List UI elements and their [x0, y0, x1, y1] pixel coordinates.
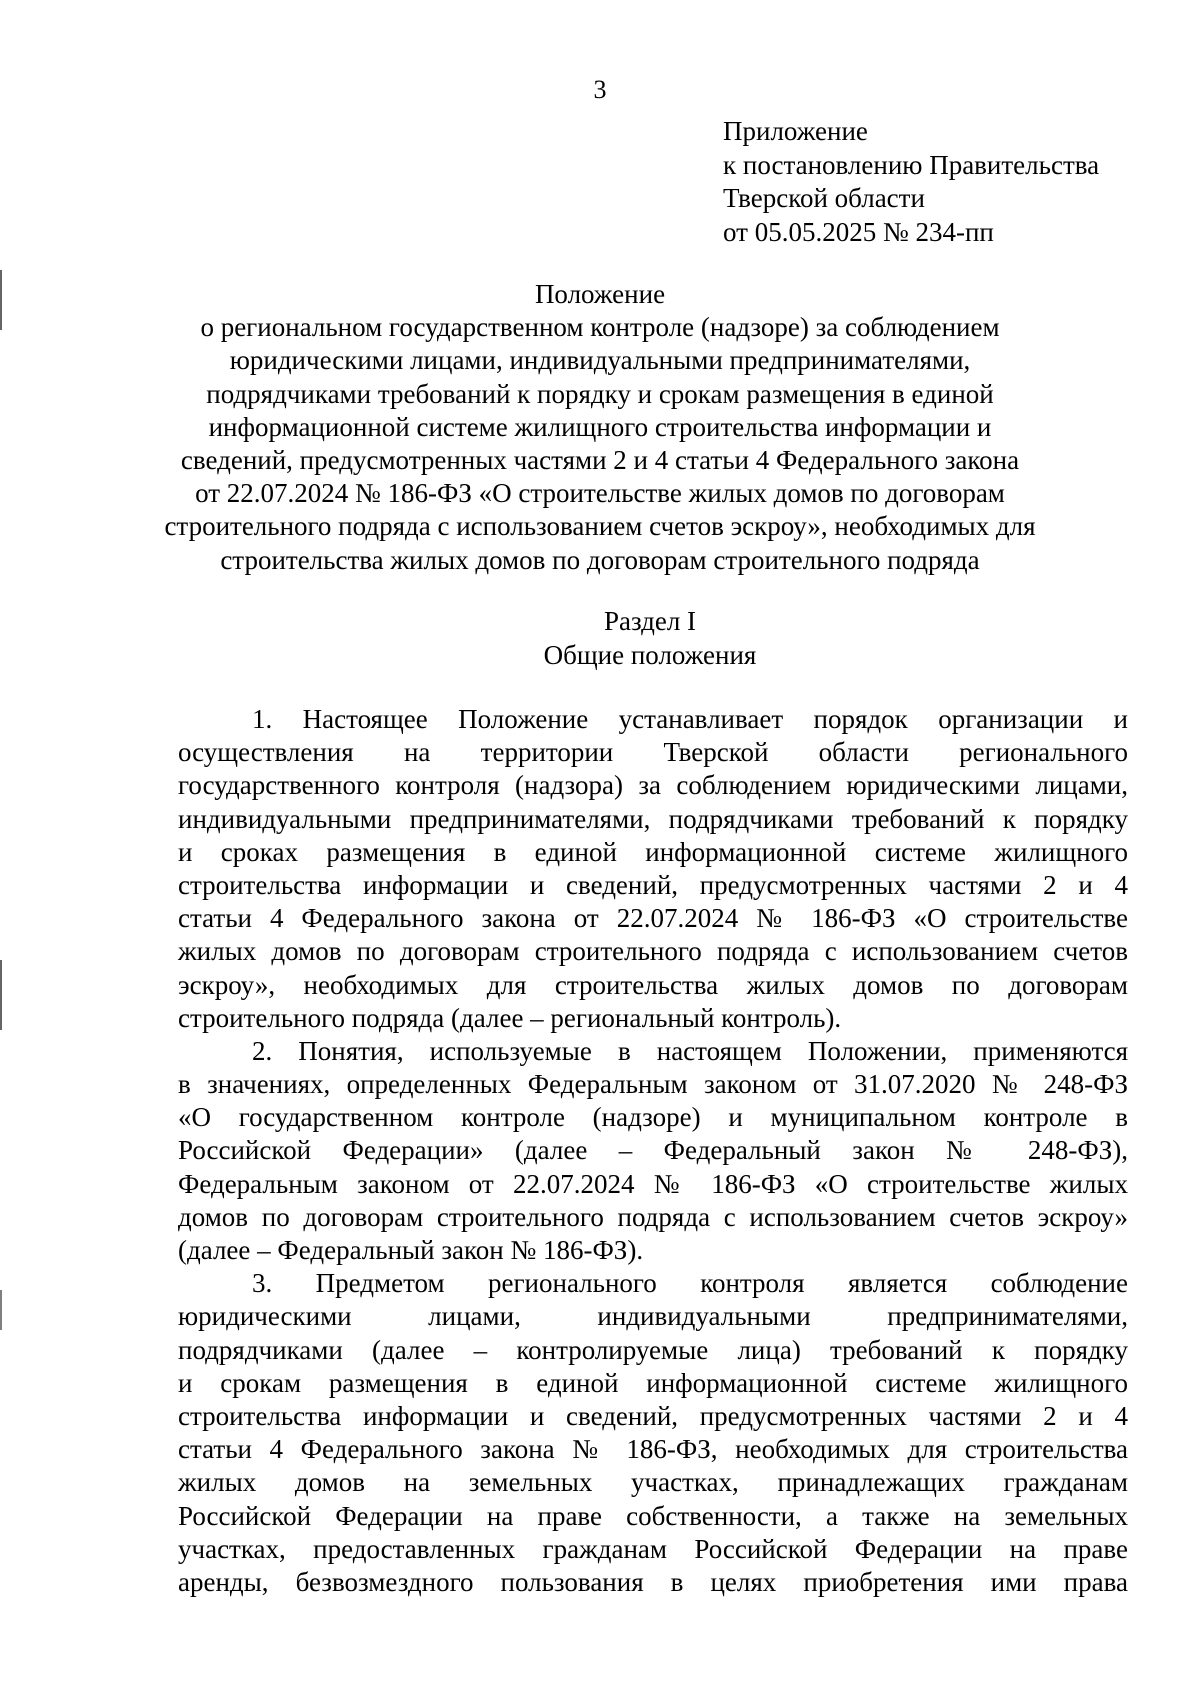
appendix-line: Тверской области [723, 183, 925, 213]
scan-edge-mark [0, 960, 2, 1030]
paragraph-line: жилых домов по договорам строительного подряда с использованием счетов [178, 936, 1128, 967]
section-number: Раздел I [603, 606, 697, 636]
paragraph-line: аренды, безвозмездного пользования в целях приобретения ими права [178, 1566, 1128, 1597]
paragraph-line: юридическими лицами, индивидуальными предпринимателями, [178, 1301, 1128, 1332]
paragraph-3 [178, 1267, 1128, 1599]
title-line: информационной системе жилищного строительства информации и [208, 411, 992, 442]
title-line: строительного подряда с использованием счетов эскроу», необходимых для [164, 511, 1036, 542]
paragraph-line: статьи 4 Федерального закона № 186-ФЗ, необходимых для строительства [178, 1434, 1128, 1465]
paragraph-line: жилых домов на земельных участках, принадлежащих гражданам [178, 1467, 1128, 1498]
page-number: 3 [593, 75, 607, 104]
section-name: Общие положения [543, 639, 757, 670]
paragraph-line: Российской Федерации» (далее – Федеральный закон № 248-ФЗ), [178, 1135, 1128, 1166]
paragraph-line: участках, предоставленных гражданам Российской Федерации на праве [178, 1533, 1128, 1564]
paragraph-line: и срокам размещения в единой информационной системе жилищного [178, 1367, 1128, 1398]
scan-edge-mark [0, 1290, 2, 1330]
paragraph-line: домов по договорам строительного подряда с использованием счетов эскроу» [178, 1201, 1128, 1232]
scan-edge-mark [0, 270, 2, 330]
paragraph-line: государственного контроля (надзора) за соблюдением юридическими лицами, [178, 770, 1128, 801]
title-line: подрядчиками требований к порядку и срокам размещения в единой [206, 378, 994, 409]
paragraph-line: эскроу», необходимых для строительства жилых домов по договорам [178, 969, 1128, 1000]
appendix-line: к постановлению Правительства [723, 149, 1100, 180]
title-line: от 22.07.2024 № 186-ФЗ «О строительстве жилых домов по договорам [195, 478, 1005, 509]
document-title [130, 278, 1070, 577]
paragraph-line: статьи 4 Федерального закона от 22.07.2024 № 186-ФЗ «О строительстве [178, 903, 1128, 934]
paragraph-line: 1. Настоящее Положение устанавливает порядок организации и [252, 704, 1128, 734]
title-line: строительства жилых домов по договорам строительного подряда [220, 544, 980, 575]
paragraph-line: Российской Федерации на праве собственности, а также на земельных [178, 1500, 1128, 1531]
paragraph-line: (далее – Федеральный закон № 186-ФЗ). [178, 1235, 644, 1265]
paragraph-line: строительства информации и сведений, предусмотренных частями 2 и 4 [178, 1400, 1128, 1431]
paragraph-2 [178, 1035, 1128, 1267]
paragraph-line: в значениях, определенных Федеральным законом от 31.07.2020 № 248-ФЗ [178, 1069, 1128, 1100]
paragraph-line: 3. Предметом регионального контроля является соблюдение [252, 1268, 1128, 1299]
appendix-header [723, 115, 1163, 249]
document-body [178, 703, 1128, 1599]
paragraph-line: строительного подряда (далее – региональный контроль). [178, 1002, 842, 1033]
paragraph-line: осуществления на территории Тверской области регионального [178, 737, 1128, 768]
title-line: юридическими лицами, индивидуальными предпринимателями, [229, 345, 971, 376]
paragraph-line: 2. Понятия, используемые в настоящем Положении, применяются [252, 1035, 1128, 1066]
title-line: о региональном государственном контроле (надзоре) за соблюдением [200, 312, 1000, 343]
paragraph-line: Федеральным законом от 22.07.2024 № 186-ФЗ «О строительстве жилых [178, 1168, 1128, 1199]
paragraph-1 [178, 703, 1128, 1035]
title-line: Положение [534, 279, 666, 309]
paragraph-line: индивидуальными предпринимателями, подрядчиками требований к порядку [178, 803, 1128, 834]
paragraph-line: «О государственном контроле (надзоре) и муниципальном контроле в [178, 1102, 1128, 1133]
title-line: сведений, предусмотренных частями 2 и 4 статьи 4 Федерального закона [180, 445, 1020, 476]
paragraph-line: подрядчиками (далее – контролируемые лица) требований к порядку [178, 1334, 1128, 1365]
appendix-line: Приложение [723, 116, 868, 146]
section-heading [130, 605, 1170, 672]
appendix-line: от 05.05.2025 № 234-пп [723, 216, 994, 247]
paragraph-line: строительства информации и сведений, предусмотренных частями 2 и 4 [178, 869, 1128, 900]
paragraph-line: и сроках размещения в единой информационной системе жилищного [178, 836, 1128, 867]
